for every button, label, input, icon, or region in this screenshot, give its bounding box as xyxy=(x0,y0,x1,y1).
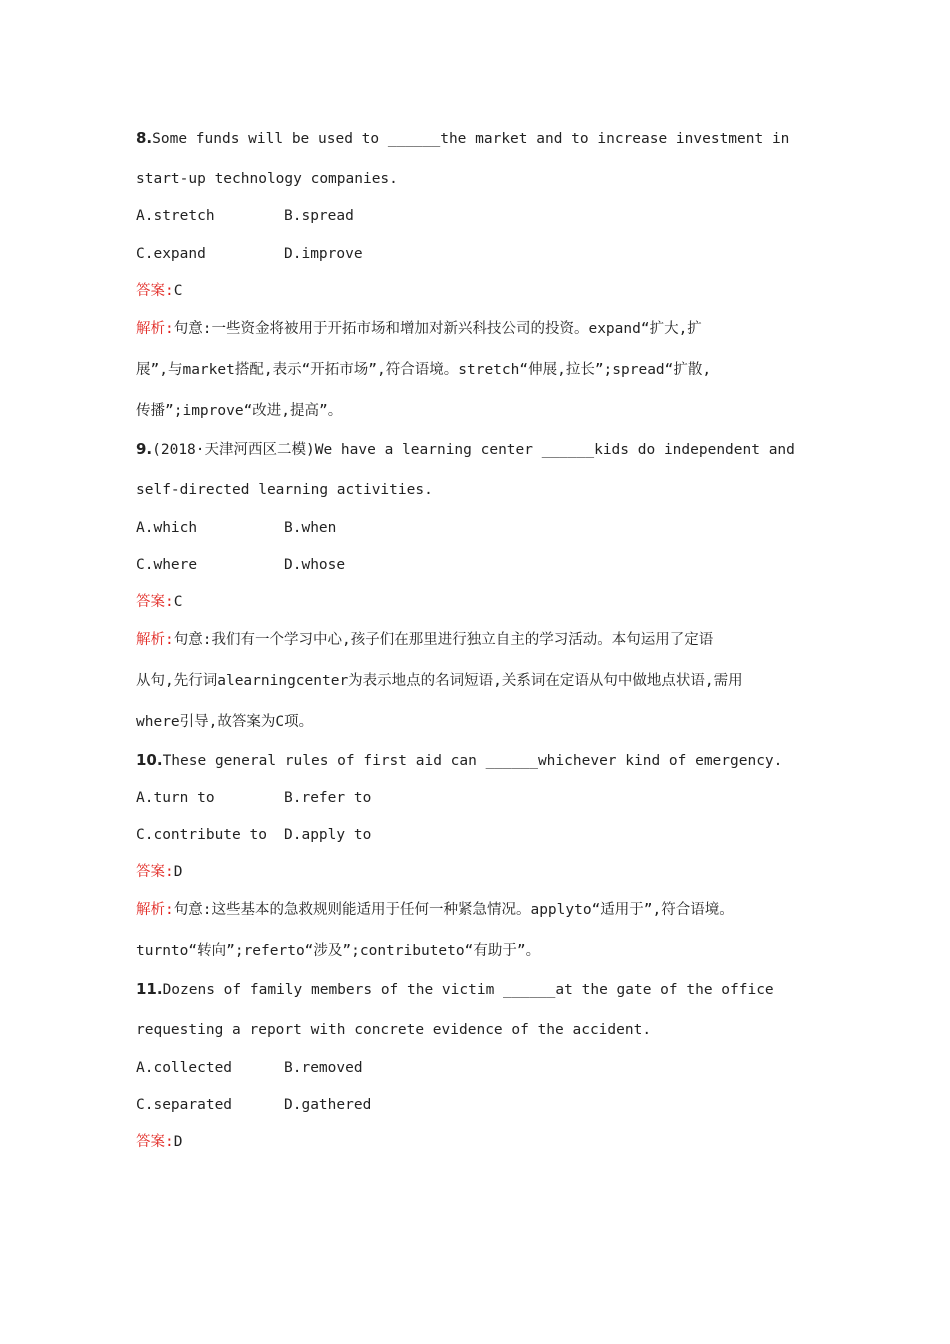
option-a: A.stretch xyxy=(136,208,215,224)
analysis-label: 解析: xyxy=(136,902,174,918)
analysis-text: 句意:这些基本的急救规则能适用于任何一种紧急情况。applyto“适用于”,符合语境。 xyxy=(173,902,734,918)
question-number: 8. xyxy=(136,129,153,147)
option-d: D.improve xyxy=(284,246,363,262)
question-number: 9. xyxy=(136,440,153,458)
question-9-options-row-2 xyxy=(136,555,345,575)
analysis-text: 句意:我们有一个学习中心,孩子们在那里进行独立自主的学习活动。本句运用了定语 xyxy=(173,632,714,648)
option-a: A.turn to xyxy=(136,790,215,806)
question-9-stem-line-1 xyxy=(136,439,795,460)
answer-value: C xyxy=(173,594,183,610)
question-10-options-row-1 xyxy=(136,788,371,808)
analysis-label: 解析: xyxy=(136,321,174,337)
question-11-options-row-2 xyxy=(136,1095,371,1115)
question-10-analysis-line-2: turnto“转向”;referto“涉及”;contributeto“有助于”。 xyxy=(136,943,541,959)
question-8-analysis-line-2: 展”,与market搭配,表示“开拓市场”,符合语境。stretch“伸展,拉长”;spread“扩散, xyxy=(136,362,712,378)
question-9-analysis-line-2: 从句,先行词alearningcenter为表示地点的名词短语,关系词在定语从句中做地点状语,需用 xyxy=(136,673,743,689)
option-d: D.apply to xyxy=(284,827,372,843)
answer-value: D xyxy=(173,864,183,880)
option-d: D.gathered xyxy=(284,1097,372,1113)
answer-label: 答案: xyxy=(136,594,174,610)
option-b: B.refer to xyxy=(284,790,372,806)
option-d: D.whose xyxy=(284,557,346,573)
question-10-stem-line-1 xyxy=(136,750,782,771)
answer-value: C xyxy=(173,283,183,299)
question-stem-text: Dozens of family members of the victim ______at the gate of the office xyxy=(162,982,774,998)
question-9-analysis-line-3: where引导,故答案为C项。 xyxy=(136,714,314,730)
option-c: C.contribute to xyxy=(136,827,267,843)
option-a: A.collected xyxy=(136,1060,233,1076)
question-11-stem-line-1 xyxy=(136,979,774,1000)
question-9-stem-line-2: self-directed learning activities. xyxy=(136,482,433,498)
option-c: C.expand xyxy=(136,246,206,262)
question-11-stem-line-2: requesting a report with concrete evidence of the accident. xyxy=(136,1022,652,1038)
question-8-options-row-2 xyxy=(136,244,363,264)
analysis-text: 句意:一些资金将被用于开拓市场和增加对新兴科技公司的投资。expand“扩大,扩 xyxy=(173,321,702,337)
question-stem-text: Some funds will be used to ______the market and to increase investment in xyxy=(152,131,790,147)
question-8-answer xyxy=(136,281,182,301)
option-c: C.separated xyxy=(136,1097,233,1113)
answer-label: 答案: xyxy=(136,864,174,880)
question-number: 10. xyxy=(136,751,163,769)
option-b: B.removed xyxy=(284,1060,363,1076)
question-8-analysis-line-3: 传播”;improve“改进,提高”。 xyxy=(136,403,343,419)
question-9-options-row-1 xyxy=(136,518,336,538)
question-8-stem-line-1 xyxy=(136,128,789,149)
question-stem-text: These general rules of first aid can ______whichever kind of emergency. xyxy=(162,753,783,769)
question-9-answer xyxy=(136,592,182,612)
question-10-analysis-line-1 xyxy=(136,900,734,920)
answer-label: 答案: xyxy=(136,283,174,299)
option-c: C.where xyxy=(136,557,198,573)
question-stem-text: (2018·天津河西区二模)We have a learning center ______kids do independent and xyxy=(152,442,795,458)
question-10-answer xyxy=(136,862,182,882)
option-a: A.which xyxy=(136,520,198,536)
answer-label: 答案: xyxy=(136,1134,174,1150)
question-11-options-row-1 xyxy=(136,1058,363,1078)
question-9-analysis-line-1 xyxy=(136,630,713,650)
option-b: B.when xyxy=(284,520,337,536)
question-11-answer xyxy=(136,1132,182,1152)
question-number: 11. xyxy=(136,980,163,998)
question-8-options-row-1 xyxy=(136,206,354,226)
question-8-analysis-line-1 xyxy=(136,319,702,339)
question-10-options-row-2 xyxy=(136,825,371,845)
question-8-stem-line-2: start-up technology companies. xyxy=(136,171,398,187)
answer-value: D xyxy=(173,1134,183,1150)
analysis-label: 解析: xyxy=(136,632,174,648)
option-b: B.spread xyxy=(284,208,354,224)
